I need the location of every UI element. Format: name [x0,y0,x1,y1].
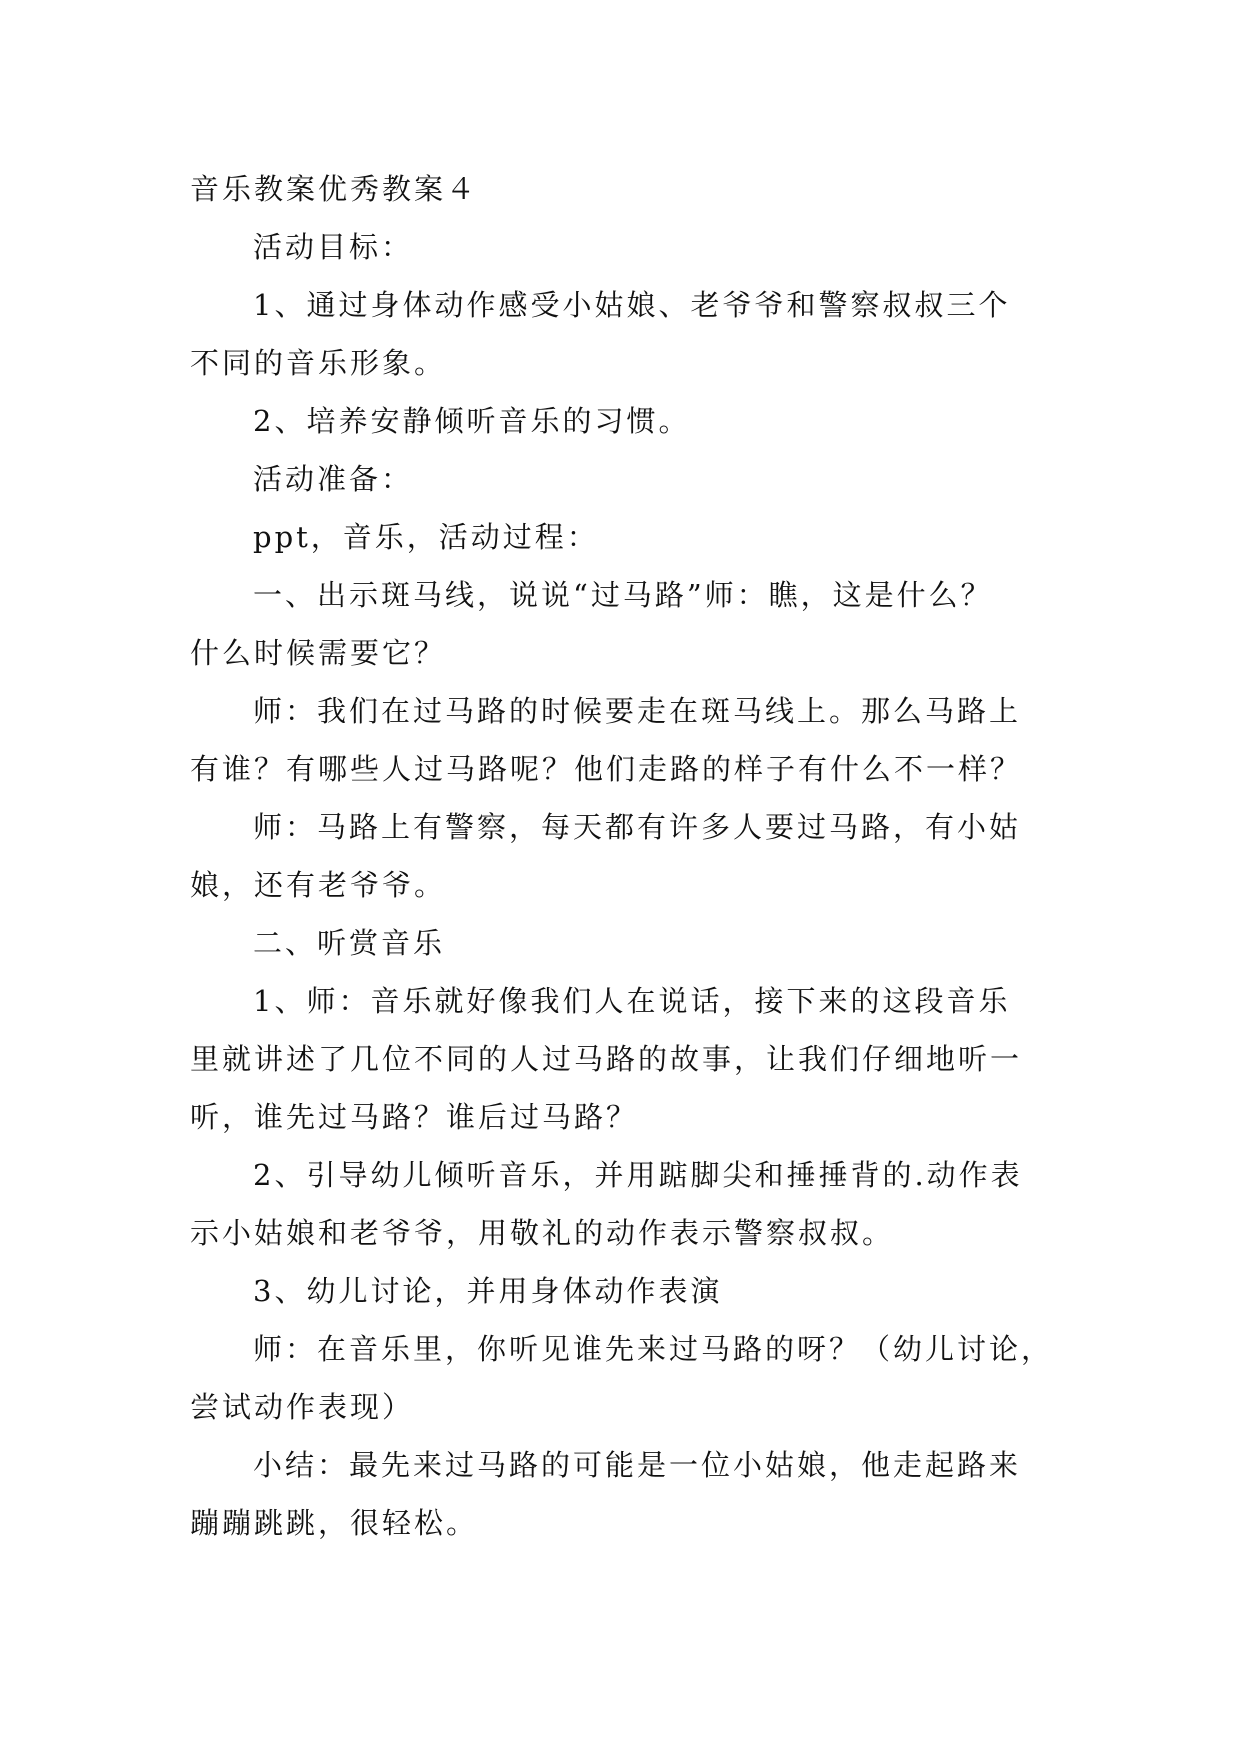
paragraph-line: 活动目标： [253,230,414,264]
paragraph-line: 尝试动作表现） [190,1390,415,1424]
paragraph-line: 师：马路上有警察，每天都有许多人要过马路，有小姑 [253,810,1022,844]
paragraph-line: 有谁？有哪些人过马路呢？他们走路的样子有什么不一样？ [190,752,1023,786]
paragraph-line: 3、幼儿讨论，并用身体动作表演 [253,1274,723,1308]
paragraph-line: 师：我们在过马路的时候要走在斑马线上。那么马路上 [253,694,1022,728]
document-body [190,160,1052,1552]
paragraph-line: 2、培养安静倾听音乐的习惯。 [253,404,691,438]
paragraph-line: 娘，还有老爷爷。 [190,868,447,902]
paragraph-line: ppt，音乐，活动过程： [253,520,599,554]
paragraph-line: 2、引导幼儿倾听音乐，并用踮脚尖和捶捶背的.动作表 [253,1158,1023,1192]
paragraph-line: 听，谁先过马路？谁后过马路？ [190,1100,639,1134]
paragraph-line: 1、通过身体动作感受小姑娘、老爷爷和警察叔叔三个 [253,288,1011,322]
document-title: 音乐教案优秀教案４ [190,172,479,206]
paragraph-line: 蹦蹦跳跳，很轻松。 [190,1506,479,1540]
paragraph-line: 二、听赏音乐 [253,926,446,960]
paragraph-line: 师：在音乐里，你听见谁先来过马路的呀？（幼儿讨论， [253,1332,1054,1366]
paragraph-line: 小结：最先来过马路的可能是一位小姑娘，他走起路来 [253,1448,1022,1482]
paragraph-line: 一、出示斑马线，说说“过马路”师：瞧，这是什么？ [253,578,993,612]
paragraph-line: 活动准备： [253,462,414,496]
paragraph-line: 1、师：音乐就好像我们人在说话，接下来的这段音乐 [253,984,1011,1018]
paragraph-line: 里就讲述了几位不同的人过马路的故事，让我们仔细地听一 [190,1042,1023,1076]
paragraph-line: 不同的音乐形象。 [190,346,447,380]
paragraph-line: 示小姑娘和老爷爷，用敬礼的动作表示警察叔叔。 [190,1216,895,1250]
paragraph-line: 什么时候需要它？ [190,636,447,670]
